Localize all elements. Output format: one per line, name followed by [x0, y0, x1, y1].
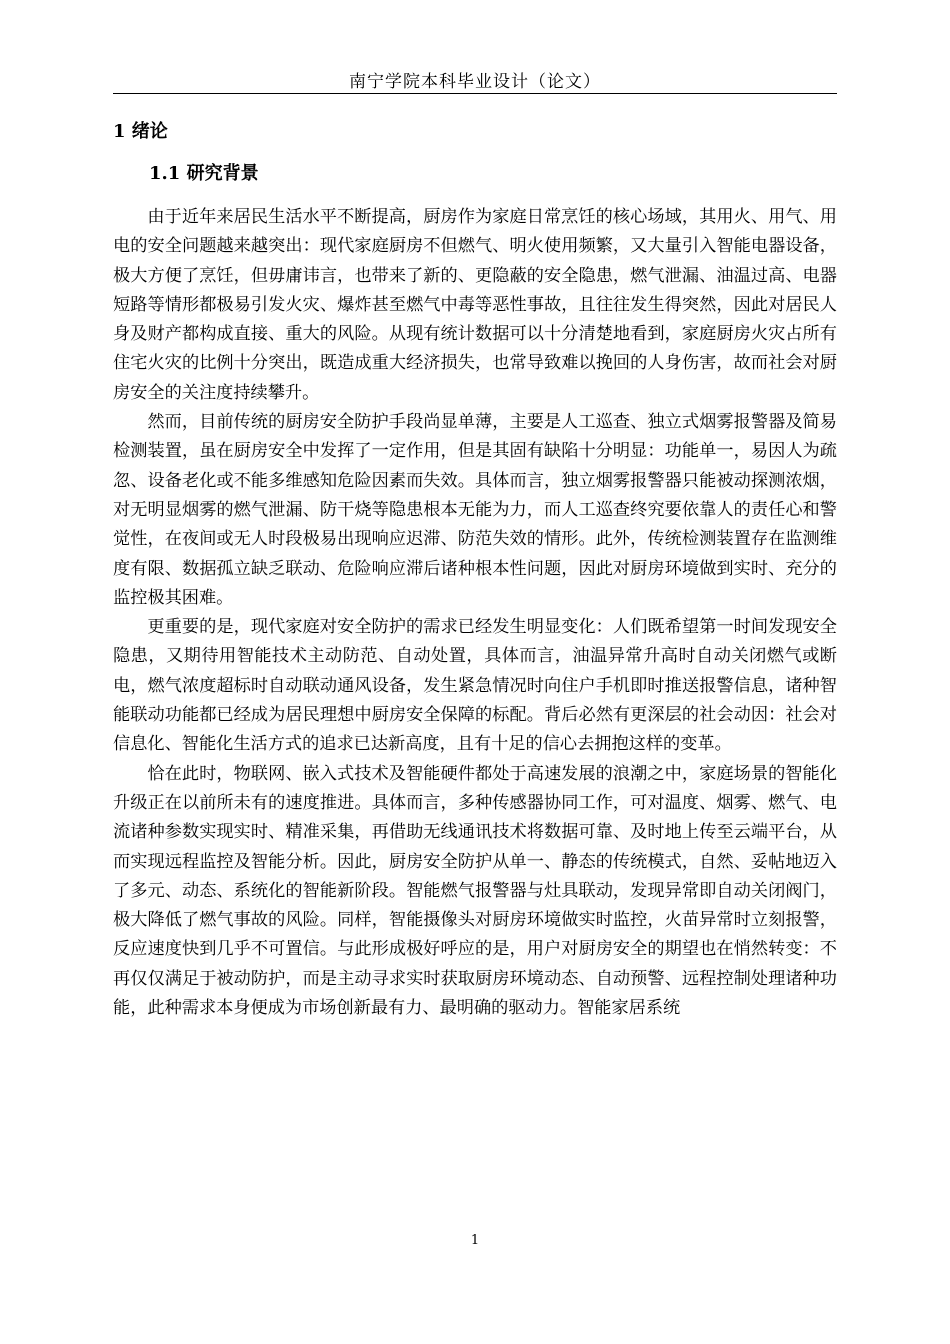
- header-rule: [113, 93, 837, 94]
- running-header-title: 南宁学院本科毕业设计（论文）: [349, 72, 601, 92]
- paragraph-2: 然而，目前传统的厨房安全防护手段尚显单薄，主要是人工巡查、独立式烟雾报警器及简易检测装置，虽在厨房安全中发挥了一定作用，但是其固有缺陷十分明显：功能单一，易因人为疏忽、设备老化或不能多维感知危险因素而失效。具体而言，独立烟雾报警器只能被动探测浓烟，对无明显烟雾的燃气泄漏、防干烧等隐患根本无能为力，而人工巡查终究要依靠人的责任心和警觉性，在夜间或无人时段极易出现响应迟滞、防范失效的情形。此外，传统检测装置存在监测维度有限、数据孤立缺乏联动、危险响应滞后诸种根本性问题，因此对厨房环境做到实时、充分的监控极其困难。: [113, 412, 837, 608]
- paragraph-4: 恰在此时，物联网、嵌入式技术及智能硬件都处于高速发展的浪潮之中，家庭场景的智能化升级正在以前所未有的速度推进。具体而言，多种传感器协同工作，可对温度、烟雾、燃气、电流诸种参数实现实时、精准采集，再借助无线通讯技术将数据可靠、及时地上传至云端平台，从而实现远程监控及智能分析。因此，厨房安全防护从单一、静态的传统模式，自然、妥帖地迈入了多元、动态、系统化的智能新阶段。智能燃气报警器与灶具联动，发现异常即自动关闭阀门，极大降低了燃气事故的风险。同样，智能摄像头对厨房环境做实时监控，火苗异常时立刻报警，反应速度快到几乎不可置信。与此形成极好呼应的是，用户对厨房安全的期望也在悄然转变：不再仅仅满足于被动防护，而是主动寻求实时获取厨房环境动态、自动预警、远程控制处理诸种功能，此种需求本身便成为市场创新最有力、最明确的驱动力。智能家居系统: [113, 763, 837, 1019]
- section-heading: 1.1 研究背景: [149, 163, 259, 184]
- paragraph-3: 更重要的是，现代家庭对安全防护的需求已经发生明显变化：人们既希望第一时间发现安全隐患，又期待用智能技术主动防范、自动处置，具体而言，油温异常升高时自动关闭燃气或断电，燃气浓度超标时自动联动通风设备，发生紧急情况时向住户手机即时推送报警信息，诸种智能联动功能都已经成为居民理想中厨房安全保障的标配。背后必然有更深层的社会动因：社会对信息化、智能化生活方式的追求已达新高度，且有十足的信心去拥抱这样的变革。: [113, 617, 837, 755]
- body-text: [113, 203, 837, 1023]
- page-number: 1: [470, 1233, 480, 1248]
- paragraph-1: 由于近年来居民生活水平不断提高，厨房作为家庭日常烹饪的核心场域，其用火、用气、用电的安全问题越来越突出：现代家庭厨房不但燃气、明火使用频繁，又大量引入智能电器设备，极大方便了烹饪，但毋庸讳言，也带来了新的、更隐蔽的安全隐患，燃气泄漏、油温过高、电器短路等情形都极易引发火灾、爆炸甚至燃气中毒等恶性事故，且往往发生得突然，因此对居民人身及财产都构成直接、重大的风险。从现有统计数据可以十分清楚地看到，家庭厨房火灾占所有住宅火灾的比例十分突出，既造成重大经济损失，也常导致难以挽回的人身伤害，故而社会对厨房安全的关注度持续攀升。: [113, 207, 837, 403]
- chapter-heading: 1 绪论: [113, 121, 168, 142]
